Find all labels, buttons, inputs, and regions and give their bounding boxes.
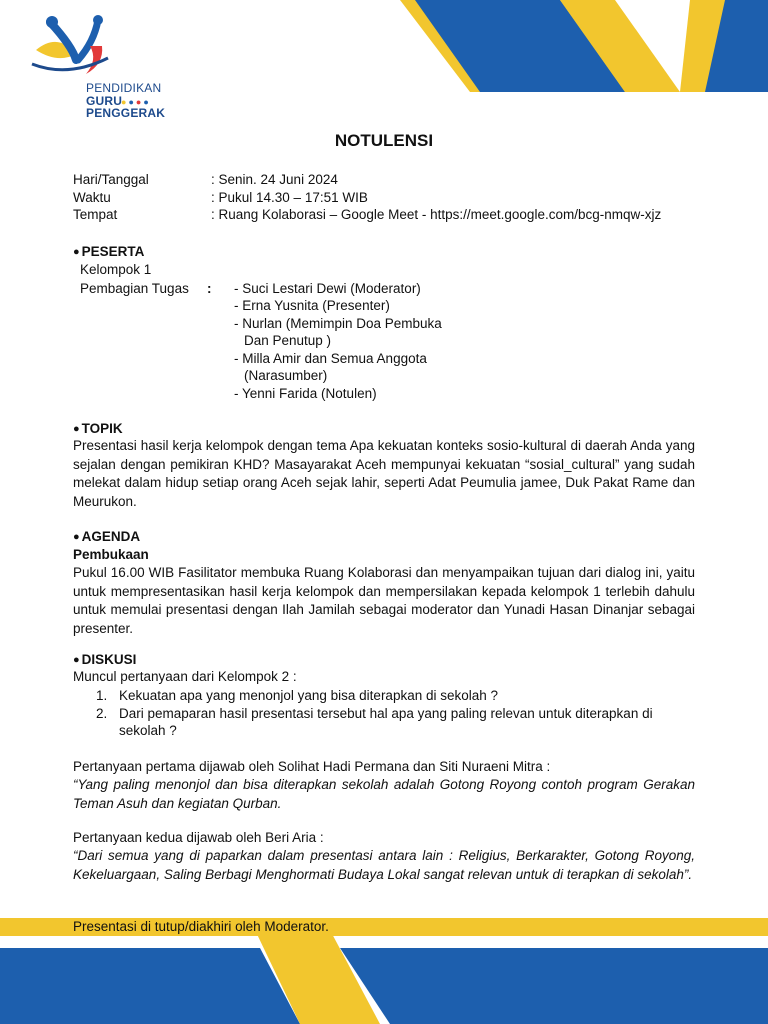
answer-2-text: “Dari semua yang di paparkan dalam presentasi antara lain : Religius, Berkarakter, Gotong Royong, Kekeluargaan, Saling Berbagi Menghormati Budaya Lokal sangat relevan untuk di terapkan di sekolah”. (73, 848, 695, 882)
footer-blue-right (340, 948, 768, 1024)
topik-text: Presentasi hasil kerja kelompok dengan tema Apa kekuatan konteks sosio-kultural di daerah Anda yang sejalan dengan pemikiran KHD? Masayarakat Aceh mempunyai kekuatan “sosial_cultural” yang sudah melekat dalam hidup setiap orang Aceh sejak lahir, seperti Adat Peumulia jamee, Duk Pakat Rame dan Meurukon. (73, 438, 695, 509)
closing-text: Presentasi di tutup/diakhiri oleh Moderator. (73, 919, 329, 934)
peserta-task-5: - Yenni Farida (Notulen) (234, 386, 377, 401)
info-label-place: Tempat (73, 207, 118, 222)
diskusi-intro: Muncul pertanyaan dari Kelompok 2 : (73, 669, 297, 684)
peserta-group: Kelompok 1 (80, 262, 152, 277)
peserta-task-2: - Erna Yusnita (Presenter) (234, 298, 390, 313)
section-heading-topik: ● TOPIK (73, 421, 123, 436)
logo-dots: ●●●● (121, 97, 151, 107)
peserta-task-3: - Nurlan (Memimpin Doa Pembuka (234, 316, 442, 331)
question-2-number: 2. (96, 706, 108, 721)
logo-mark-icon (28, 12, 118, 82)
peserta-task-4-cont: (Narasumber) (244, 368, 328, 383)
peserta-task-3-cont: Dan Penutup ) (244, 333, 332, 348)
logo-pendidikan-guru-penggerak (28, 12, 178, 120)
peserta-tasks-label: Pembagian Tugas (80, 281, 189, 296)
logo-text-line3: PENGGERAK (86, 106, 166, 120)
peserta-task-1: - Suci Lestari Dewi (Moderator) (234, 281, 421, 296)
info-label-time: Waktu (73, 190, 111, 205)
document-title: NOTULENSI (334, 131, 434, 150)
agenda-subheading: Pembukaan (73, 547, 149, 562)
question-2-text-cont: sekolah ? (119, 723, 177, 738)
info-value-time: : Pukul 14.30 – 17:51 WIB (211, 190, 368, 205)
agenda-text: Pukul 16.00 WIB Fasilitator membuka Ruang Kolaborasi dan menyampaikan tujuan dari dialog ini, yaitu untuk mempresentasikan hasil kerja kelompok dan mempersilakan kepada kelompok 1 terlebih dahulu untuk memulai presentasi dengan Ilah Jamilah sebagai moderator dan Yunadi Hasan Dinanjar sebagai presenter. (73, 565, 695, 636)
section-heading-diskusi: ● DISKUSI (73, 652, 137, 667)
footer-blue-left (0, 948, 300, 1024)
section-heading-peserta: ● PESERTA (73, 244, 145, 259)
bullet-icon: ● (73, 246, 80, 258)
peserta-tasks-colon: : (207, 281, 212, 296)
question-1-text: Kekuatan apa yang menonjol yang bisa diterapkan di sekolah ? (119, 688, 499, 703)
question-1-number: 1. (96, 688, 108, 703)
bullet-icon: ● (73, 531, 80, 543)
answer-2-intro: Pertanyaan kedua dijawab oleh Beri Aria : (73, 830, 324, 845)
question-2-text: Dari pemaparan hasil presentasi tersebut hal apa yang paling relevan untuk diterapkan di (119, 706, 653, 721)
bullet-icon: ● (73, 654, 80, 666)
peserta-task-4: - Milla Amir dan Semua Anggota (234, 351, 427, 366)
info-value-date: : Senin. 24 Juni 2024 (211, 172, 338, 187)
answer-1-intro: Pertanyaan pertama dijawab oleh Solihat Hadi Permana dan Siti Nuraeni Mitra : (73, 759, 551, 774)
bullet-icon: ● (73, 423, 80, 435)
info-label-date: Hari/Tanggal (73, 172, 149, 187)
answer-1-text: “Yang paling menonjol dan bisa diterapkan sekolah adalah Gotong Royong contoh program Gerakan Teman Asuh dan kegiatan Qurban. (73, 777, 695, 811)
info-value-place: : Ruang Kolaborasi – Google Meet - https://meet.google.com/bcg-nmqw-xjz (211, 207, 662, 222)
logo-text-line1: PENDIDIKAN (86, 81, 162, 95)
logo-text-line2: GURU (86, 94, 123, 108)
section-heading-agenda: ● AGENDA (73, 529, 141, 544)
